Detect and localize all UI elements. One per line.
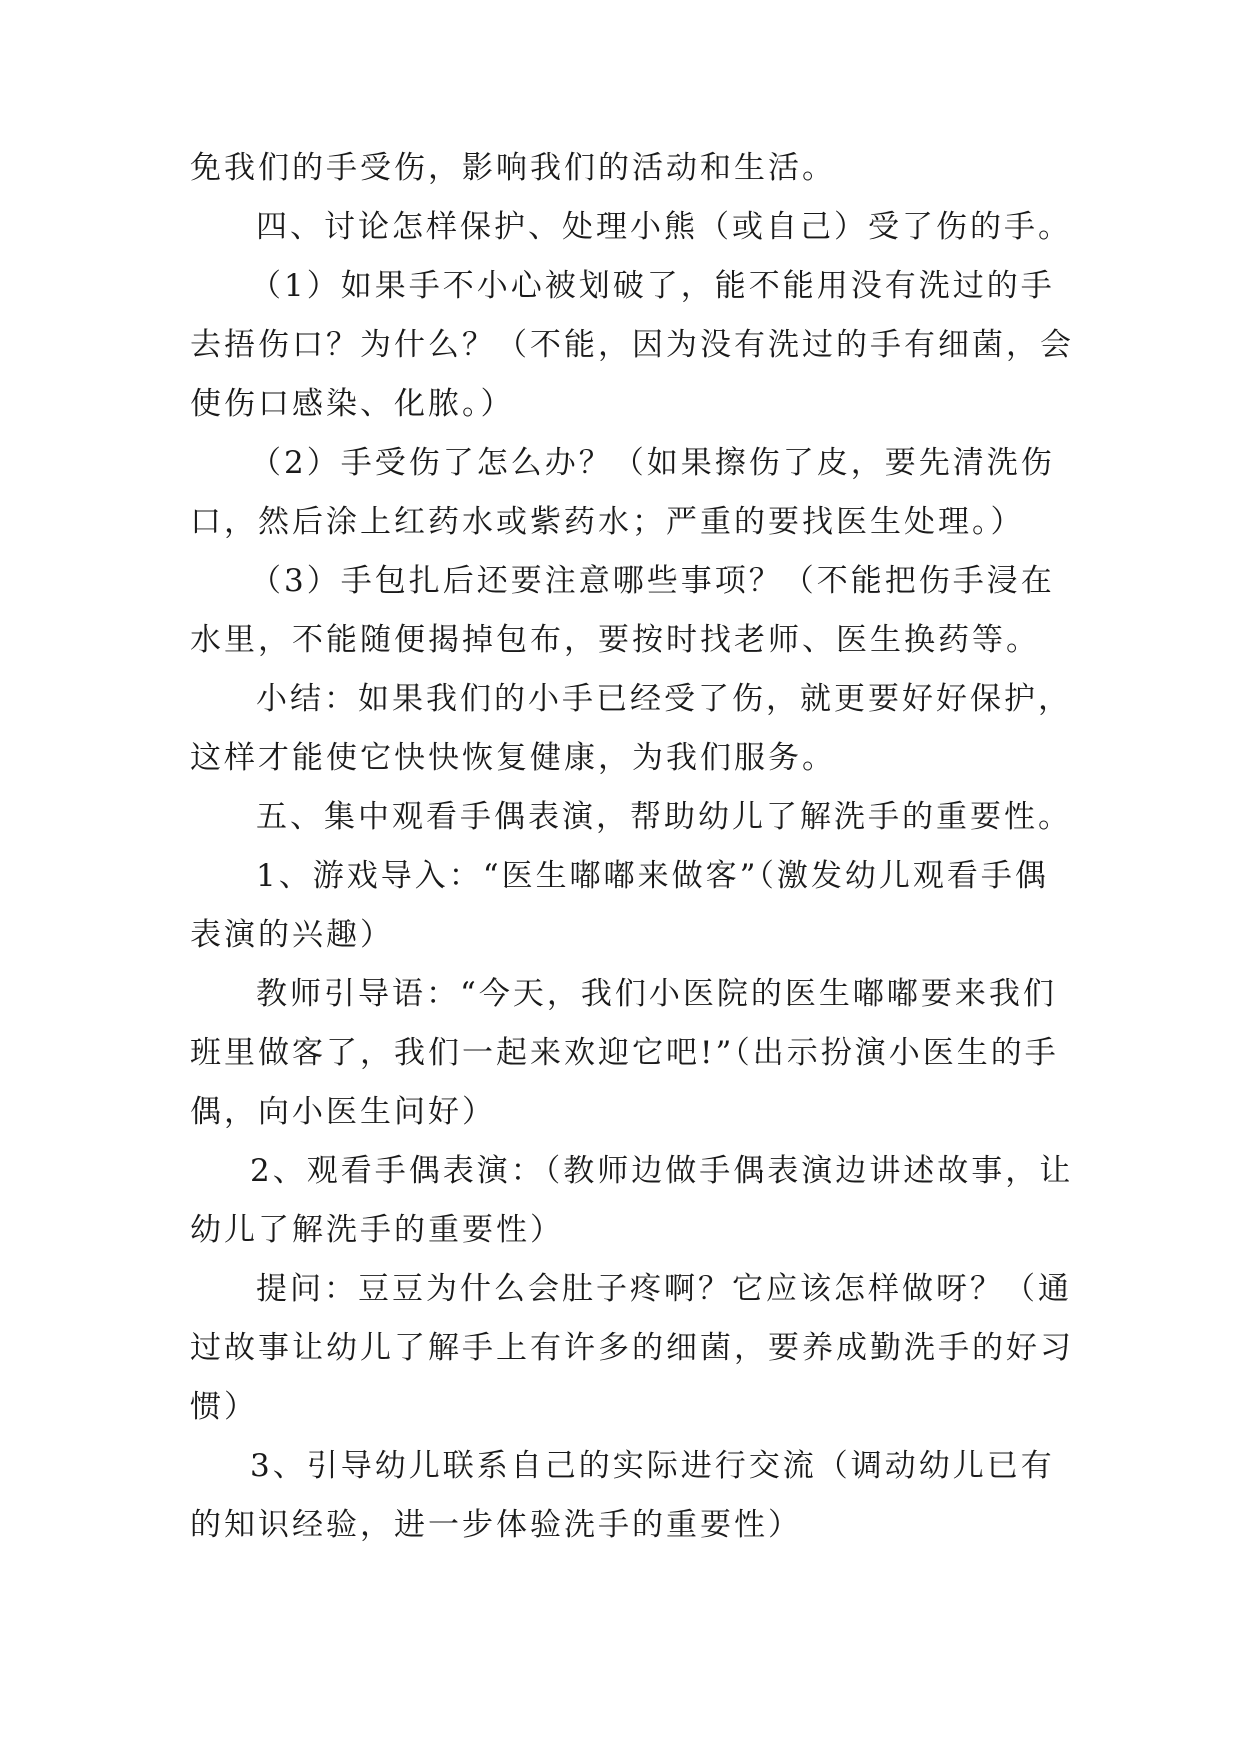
paragraph-8-step-1 (190, 847, 1050, 965)
paragraph-5-item-3 (190, 552, 1055, 670)
paragraph-11-question (190, 1260, 1074, 1437)
paragraph-line: 免我们的手受伤，影响我们的活动和生活。 (190, 150, 836, 186)
paragraph-line: （3）手包扎后还要注意哪些事项？（不能把伤手浸在 (250, 563, 1055, 599)
paragraph-line: 这样才能使它快快恢复健康，为我们服务。 (190, 740, 836, 776)
paragraph-line: 提问：豆豆为什么会肚子疼啊？它应该怎样做呀？（通 (256, 1271, 1072, 1307)
paragraph-line: 过故事让幼儿了解手上有许多的细菌，要养成勤洗手的好习 (190, 1330, 1074, 1366)
paragraph-3-item-1 (190, 257, 1074, 434)
paragraph-line: 3、引导幼儿联系自己的实际进行交流（调动幼儿已有 (250, 1448, 1055, 1484)
paragraph-7-heading-five (190, 788, 1072, 847)
paragraph-line: 水里，不能随便揭掉包布，要按时找老师、医生换药等。 (190, 622, 1040, 658)
paragraph-line: 幼儿了解洗手的重要性） (190, 1212, 564, 1248)
paragraph-1 (190, 139, 1050, 198)
paragraph-line: 班里做客了，我们一起来欢迎它吧!”（出示扮演小医生的手 (190, 1035, 1059, 1071)
paragraph-line: （1）如果手不小心被划破了，能不能用没有洗过的手 (250, 268, 1055, 304)
paragraph-line: 使伤口感染、化脓。） (190, 386, 515, 422)
paragraph-line: 教师引导语：“今天，我们小医院的医生嘟嘟要来我们 (256, 976, 1057, 1012)
paragraph-line: 的知识经验，进一步体验洗手的重要性） (190, 1507, 802, 1543)
paragraph-6-summary (190, 670, 1072, 788)
paragraph-12-step-3 (190, 1437, 1055, 1555)
paragraph-line: 去捂伤口？为什么？（不能，因为没有洗过的手有细菌，会 (190, 327, 1074, 363)
paragraph-line: 四、讨论怎样保护、处理小熊（或自己）受了伤的手。 (256, 209, 1072, 245)
paragraph-line: 1、游戏导入：“医生嘟嘟来做客”（激发幼儿观看手偶 (256, 858, 1049, 894)
paragraph-line: 惯） (190, 1389, 258, 1425)
paragraph-line: 偶，向小医生问好） (190, 1094, 496, 1130)
paragraph-line: 2、观看手偶表演：（教师边做手偶表演边讲述故事，让 (250, 1153, 1074, 1189)
paragraph-4-item-2 (190, 434, 1055, 552)
paragraph-line: （2）手受伤了怎么办？（如果擦伤了皮，要先清洗伤 (250, 445, 1055, 481)
paragraph-line: 口，然后涂上红药水或紫药水；严重的要找医生处理。） (190, 504, 1025, 540)
paragraph-line: 表演的兴趣） (190, 917, 394, 953)
paragraph-line: 小结：如果我们的小手已经受了伤，就更要好好保护， (256, 681, 1072, 717)
paragraph-2-heading-four (190, 198, 1072, 257)
paragraph-line: 五、集中观看手偶表演，帮助幼儿了解洗手的重要性。 (256, 799, 1072, 835)
paragraph-10-step-2 (190, 1142, 1074, 1260)
paragraph-9-teacher-guide (190, 965, 1059, 1142)
